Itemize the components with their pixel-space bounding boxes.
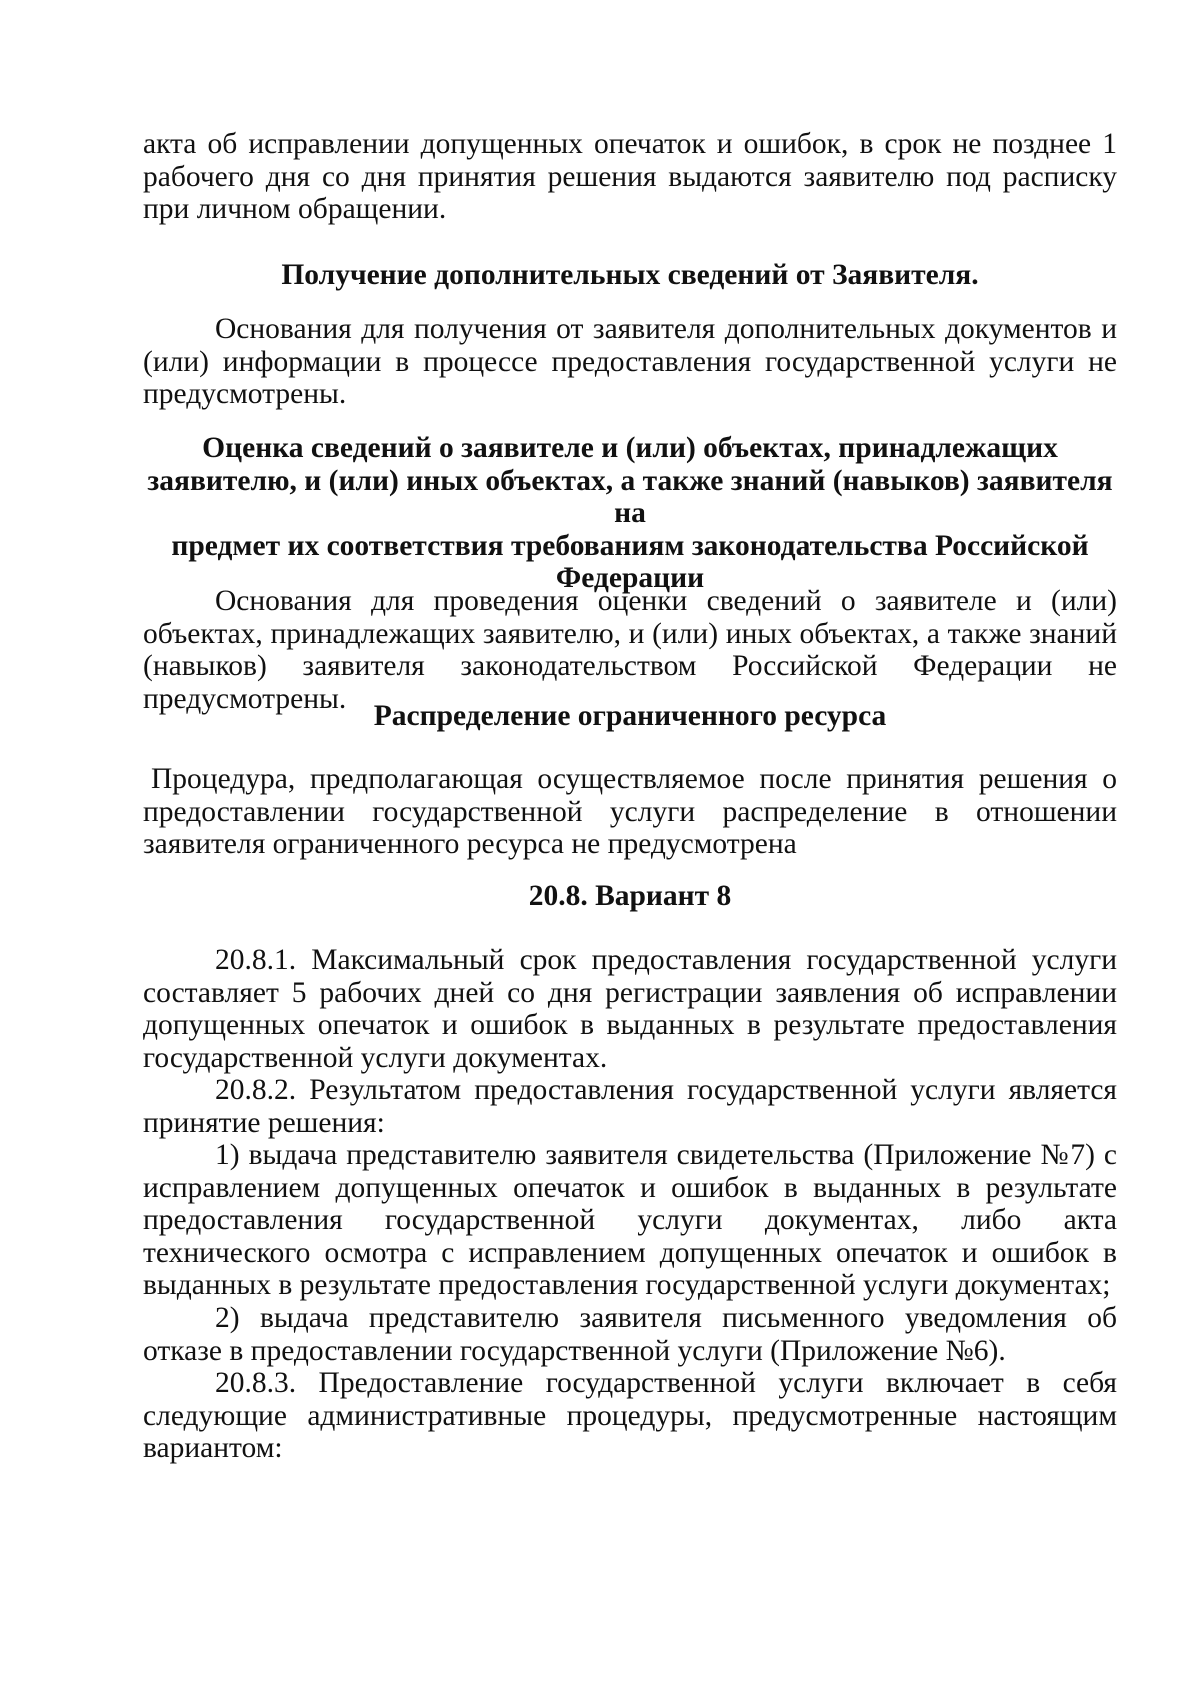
heading-assessment-line-3: предмет их соответствия требованиям законодательства Российской	[171, 529, 1089, 562]
list-item-2: 2) выдача представителю заявителя письменного уведомления об отказе в предоставлении государственной услуги (Приложение №6).	[143, 1302, 1117, 1367]
heading-assessment-line-2: заявителю, и (или) иных объектах, а также знаний (навыков) заявителя на	[147, 464, 1113, 529]
paragraph-20-8-3: 20.8.3. Предоставление государственной услуги включает в себя следующие административные процедуры, предусмотренные настоящим вариантом:	[143, 1367, 1117, 1464]
heading-assessment	[143, 432, 1117, 595]
heading-additional-info: Получение дополнительных сведений от Заявителя.	[281, 259, 979, 291]
continuation-paragraph: акта об исправлении допущенных опечаток и ошибок, в срок не позднее 1 рабочего дня со дня принятия решения выдаются заявителю под расписку при личном обращении.	[143, 128, 1117, 225]
heading-assessment-line-4: Федерации	[555, 562, 705, 594]
heading-resource: Распределение ограниченного ресурса	[373, 700, 887, 732]
heading-variant-8: 20.8. Вариант 8	[528, 880, 732, 912]
paragraph-assessment: Основания для проведения оценки сведений о заявителе и (или) объектах, принадлежащих заявителю, и (или) иных объектах, а также знаний (навыков) заявителя законодательством Российской Федерации не предусмотрены.	[143, 585, 1117, 715]
paragraph-20-8-1: 20.8.1. Максимальный срок предоставления государственной услуги составляет 5 рабочих дней со дня регистрации заявления об исправлении допущенных опечаток и ошибок в выданных в результате предоставления государственной услуги документах.	[143, 944, 1117, 1074]
heading-assessment-line-1: Оценка сведений о заявителе и (или) объектах, принадлежащих	[202, 432, 1058, 464]
paragraph-additional-info: Основания для получения от заявителя дополнительных документов и (или) информации в процессе предоставления государственной услуги не предусмотрены.	[143, 313, 1117, 410]
paragraph-resource: Процедура, предполагающая осуществляемое после принятия решения о предоставлении государственной услуги распределение в отношении заявителя ограниченного ресурса не предусмотрена	[143, 763, 1117, 860]
list-item-1: 1) выдача представителю заявителя свидетельства (Приложение №7) с исправлением допущенных опечаток и ошибок в выданных в результате предоставления государственной услуги документах, либо акта технического осмотра с исправлением допущенных опечаток и ошибок в выданных в результате предоставления государственной услуги документах;	[143, 1139, 1117, 1301]
paragraph-20-8-2: 20.8.2. Результатом предоставления государственной услуги является принятие решения:	[143, 1074, 1117, 1139]
